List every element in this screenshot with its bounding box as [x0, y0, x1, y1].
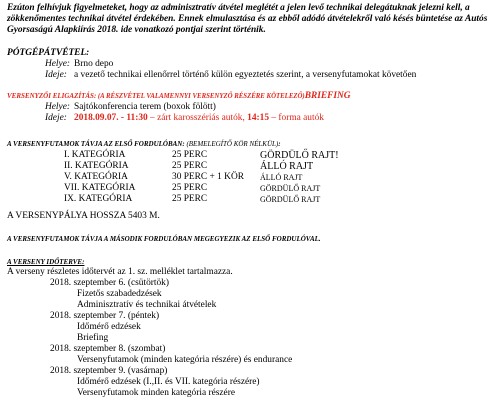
- first-round-title-colon: :: [278, 140, 281, 148]
- potatvetel-time-label: Ideje:: [45, 70, 67, 80]
- intro-line-1: Ezúton felhívjuk figyelmeteket, hogy az adminisztratív átvétel meglétét a jelen levő technikai delegátuknak jelezni kell, a: [7, 3, 470, 13]
- potatvetel-place-value: Brno depo: [74, 59, 114, 69]
- schedule-day-date: 2018. szeptember 6. (csütörtök): [50, 278, 169, 288]
- briefing-time-label: Ideje:: [45, 113, 67, 123]
- briefing-date-time: 2018.09.07. - 11:30: [74, 113, 148, 123]
- schedule-item: Adminisztratív és technikai átvételek: [77, 300, 217, 310]
- category-cell: IX. KATEGÓRIA: [64, 194, 133, 204]
- potatvetel-title: PÓTGÉPÁTVÉTEL:: [7, 48, 90, 58]
- category-cell: I. KATEGÓRIA: [64, 150, 126, 160]
- potatvetel-time-value: a vezető technikai ellenőrrel történő külön egyeztetés szerint, a versenyfutamokat követően: [74, 70, 417, 80]
- schedule-title-text: A VERSENY IDŐTERVE:: [7, 258, 85, 266]
- category-cell: II. KATEGÓRIA: [64, 161, 129, 171]
- briefing-title-keyword: BRIEFING: [304, 91, 351, 101]
- distance-cell: 25 PERC: [172, 161, 208, 171]
- potatvetel-place-label: Helye:: [45, 59, 70, 69]
- start-cell: ÁLLÓ RAJT: [260, 173, 303, 182]
- intro-line-2: zökkenőmentes technikai átvétel érdekében. Ennek elmulasztása és az ebből adódó átvételekről való késés büntetése az Autós: [7, 14, 488, 24]
- schedule-day-date: 2018. szeptember 8. (szombat): [50, 344, 166, 354]
- briefing-title-note: : (A RÉSZVÉTEL VALAMENNYI VERSENYZŐ RÉSZÉRE KÖTELEZŐ): [93, 93, 305, 100]
- category-cell: VII. KATEGÓRIA: [64, 183, 136, 193]
- intro-line-3: Gyorsaságú Alapkiírás 2018. ide vonatkozó pontjai szerint történik.: [7, 25, 266, 35]
- schedule-item: Briefing: [77, 333, 109, 343]
- briefing-closed-cars: – zárt karosszériás autók,: [147, 113, 248, 123]
- distance-cell: 25 PERC: [172, 150, 208, 160]
- first-round-title-note: (BEMELEGÍTŐ KÖR NÉLKÜL): [184, 140, 279, 148]
- schedule-day-date: 2018. szeptember 9. (vasárnap): [50, 366, 168, 376]
- schedule-item: Időmérő edzések (I.,II. és VII. kategória részére): [77, 377, 260, 387]
- briefing-time-value: [74, 113, 324, 124]
- start-cell: GÖRDÜLŐ RAJT: [260, 195, 321, 204]
- briefing-second-time: 14:15: [247, 113, 270, 123]
- schedule-day-date: 2018. szeptember 7. (péntek): [50, 311, 160, 321]
- briefing-place-value: Sajtókonferencia terem (boxok fölött): [74, 102, 216, 112]
- schedule-intro: A verseny részletes időtervét az 1. sz. melléklet tartalmazza.: [7, 267, 233, 277]
- distance-cell: 25 PERC: [172, 183, 208, 193]
- schedule-item: Versenyfutamok (minden kategória részére) és endurance: [77, 355, 293, 365]
- start-cell: GÖRDÜLŐ RAJT!: [260, 150, 339, 161]
- start-cell: ÁLLÓ RAJT: [260, 161, 314, 172]
- first-round-title: [7, 139, 281, 150]
- briefing-title: [7, 91, 351, 102]
- schedule-item: Versenyfutamok minden kategória részére: [77, 388, 236, 398]
- start-cell: GÖRDÜLŐ RAJT: [260, 184, 321, 193]
- track-length: A VERSENYPÁLYA HOSSZA 5403 M.: [7, 211, 160, 221]
- briefing-place-label: Helye:: [45, 102, 70, 112]
- briefing-title-label: VERSENYZŐI ELIGAZÍTÁS: [7, 92, 94, 100]
- distance-cell: 30 PERC + 1 KÖR: [172, 172, 244, 182]
- briefing-formula-cars: – forma autók: [269, 113, 324, 123]
- schedule-item: Fizetős szabadedzések: [77, 289, 162, 299]
- category-cell: V. KATEGÓRIA: [64, 172, 128, 182]
- distance-cell: 25 PERC: [172, 194, 208, 204]
- second-round-title: A VERSENYFUTAMOK TÁVJA A MÁSODIK FORDULÓBAN MEGEGYEZIK AZ ELSŐ FORDULÓVAL.: [7, 235, 321, 243]
- schedule-item: Időmérő edzések: [77, 322, 141, 332]
- first-round-title-main: A VERSENYFUTAMOK TÁVJA AZ ELSŐ FORDULÓBAN:: [7, 140, 185, 148]
